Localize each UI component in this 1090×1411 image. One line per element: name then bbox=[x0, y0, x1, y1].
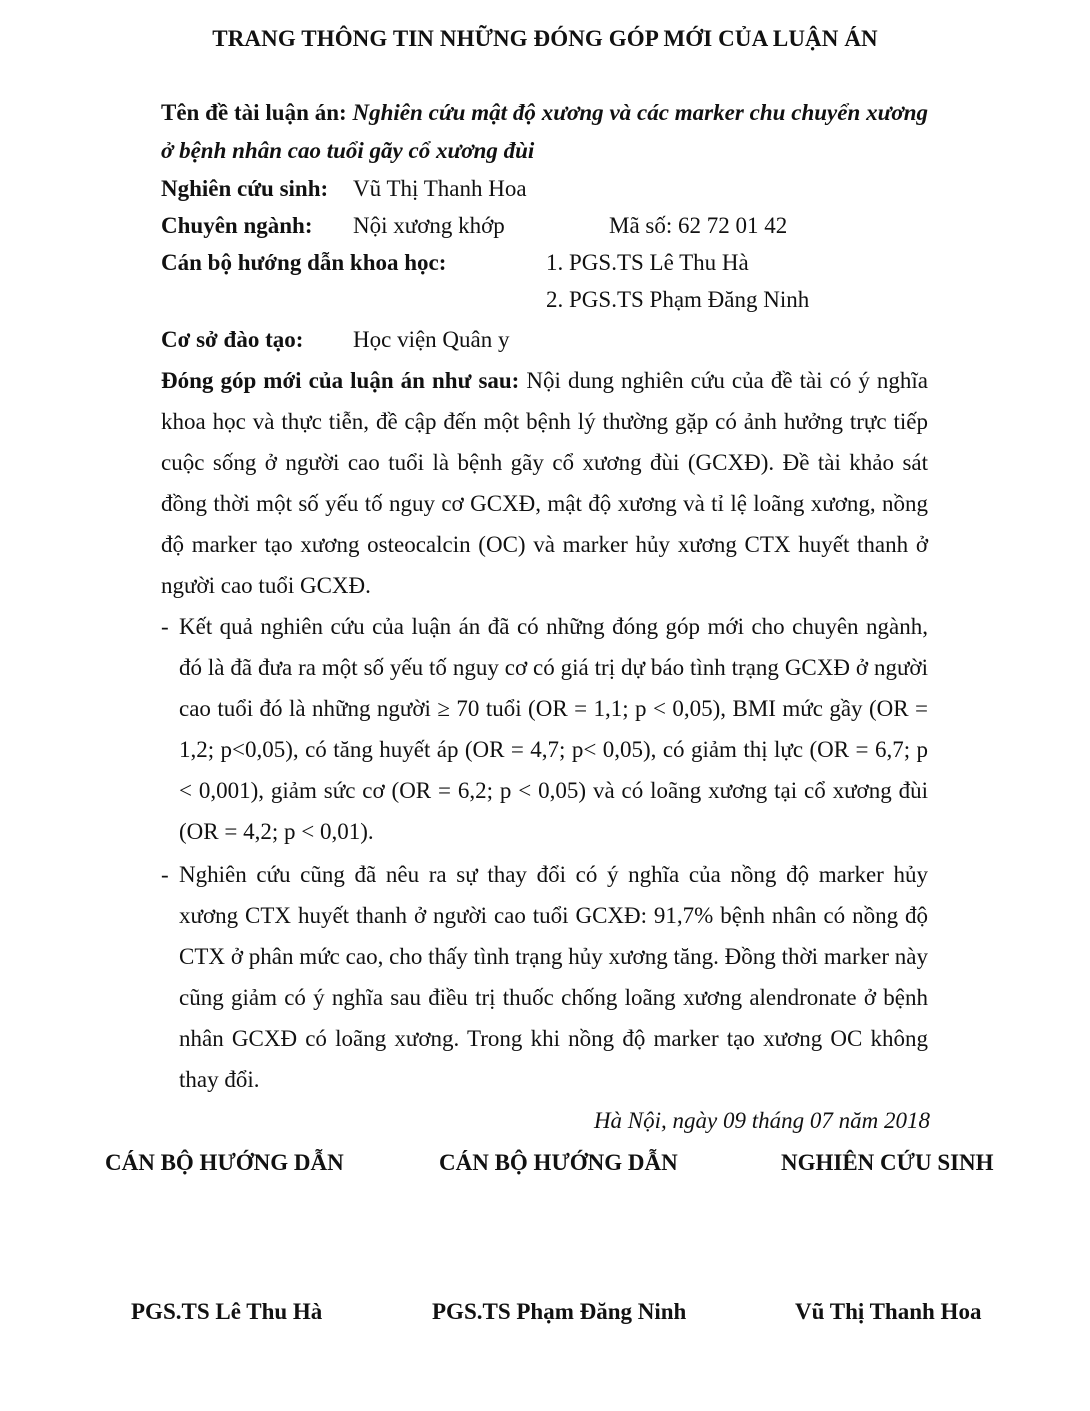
student-row bbox=[161, 170, 928, 207]
thesis-info bbox=[161, 170, 928, 360]
document-body bbox=[161, 94, 928, 1100]
advisor-2: 2. PGS.TS Phạm Đăng Ninh bbox=[546, 287, 810, 312]
bullet-text: Nghiên cứu cũng đã nêu ra sự thay đổi có ý nghĩa của nồng độ marker hủy xương CTX huyết thanh ở người cao tuổi GCXĐ: 91,7% bệnh nhân có nồng độ CTX ở phân mức cao, cho thấy tình trạng hủy xương tăng. Đồng thời marker này cũng giảm có ý nghĩa sau điều trị thuốc chống loãng xương alendronate ở bệnh nhân GCXĐ có loãng xương. Trong khi nồng độ marker tạo xương OC không thay đổi. bbox=[179, 862, 928, 1092]
student-label: Nghiên cứu sinh: bbox=[161, 176, 329, 201]
contribution-bullet-2 bbox=[161, 854, 928, 1100]
signature-title-advisor-1: CÁN BỘ HƯỚNG DẪN bbox=[105, 1150, 344, 1175]
advisor-label: Cán bộ hướng dẫn khoa học: bbox=[161, 250, 447, 275]
major-label: Chuyên ngành: bbox=[161, 213, 313, 238]
student-value: Vũ Thị Thanh Hoa bbox=[353, 176, 527, 201]
contributions-intro bbox=[161, 360, 928, 606]
institution-value: Học viện Quân y bbox=[353, 327, 510, 352]
contribution-bullet-1 bbox=[161, 606, 928, 852]
topic-value: Nghiên cứu mật độ xương và các marker chu chuyển xương ở bệnh nhân cao tuổi gãy cổ xương đùi bbox=[161, 100, 928, 163]
bullet-marker: - bbox=[161, 862, 169, 887]
institution-row bbox=[161, 318, 928, 360]
major-row bbox=[161, 207, 928, 244]
signature-name-advisor-1: PGS.TS Lê Thu Hà bbox=[131, 1299, 323, 1324]
institution-label: Cơ sở đào tạo: bbox=[161, 327, 304, 352]
bullet-marker: - bbox=[161, 614, 169, 639]
signature-name-student: Vũ Thị Thanh Hoa bbox=[795, 1299, 982, 1324]
major-value: Nội xương khớp bbox=[353, 213, 505, 238]
date-line: Hà Nội, ngày 09 tháng 07 năm 2018 bbox=[593, 1108, 930, 1133]
contributions-label: Đóng góp mới của luận án như sau: bbox=[161, 368, 520, 393]
signature-name-advisor-2: PGS.TS Phạm Đăng Ninh bbox=[432, 1299, 687, 1324]
advisor-1: 1. PGS.TS Lê Thu Hà bbox=[546, 250, 749, 275]
advisor-row-2 bbox=[161, 281, 928, 318]
topic-label: Tên đề tài luận án: bbox=[161, 100, 347, 125]
page-title: TRANG THÔNG TIN NHỮNG ĐÓNG GÓP MỚI CỦA LUẬN ÁN bbox=[212, 26, 878, 51]
bullet-text: Kết quả nghiên cứu của luận án đã có những đóng góp mới cho chuyên ngành, đó là đã đưa ra một số yếu tố nguy cơ có giá trị dự báo tình trạng GCXĐ ở người cao tuổi đó là những người ≥ 70 tuổi (OR = 1,1; p < 0,05), BMI mức gầy (OR = 1,2; p<0,05), có tăng huyết áp (OR = 4,7; p< 0,05), có giảm thị lực (OR = 6,7; p < 0,001), giảm sức cơ (OR = 6,2; p < 0,05) và có loãng xương tại cổ xương đùi (OR = 4,2; p < 0,01). bbox=[179, 614, 928, 844]
signature-title-student: NGHIÊN CỨU SINH bbox=[781, 1150, 994, 1175]
advisor-row bbox=[161, 244, 928, 281]
signature-title-advisor-2: CÁN BỘ HƯỚNG DẪN bbox=[439, 1150, 678, 1175]
thesis-topic bbox=[161, 94, 928, 170]
contributions-intro-text: Nội dung nghiên cứu của đề tài có ý nghĩa khoa học và thực tiễn, đề cập đến một bệnh lý thường gặp có ảnh hưởng trực tiếp cuộc sống ở người cao tuổi là bệnh gãy cổ xương đùi (GCXĐ). Đề tài khảo sát đồng thời một số yếu tố nguy cơ GCXĐ, mật độ xương và tỉ lệ loãng xương, nồng độ marker tạo xương osteocalcin (OC) và marker hủy xương CTX huyết thanh ở người cao tuổi GCXĐ. bbox=[161, 368, 929, 598]
major-code: Mã số: 62 72 01 42 bbox=[609, 213, 788, 238]
